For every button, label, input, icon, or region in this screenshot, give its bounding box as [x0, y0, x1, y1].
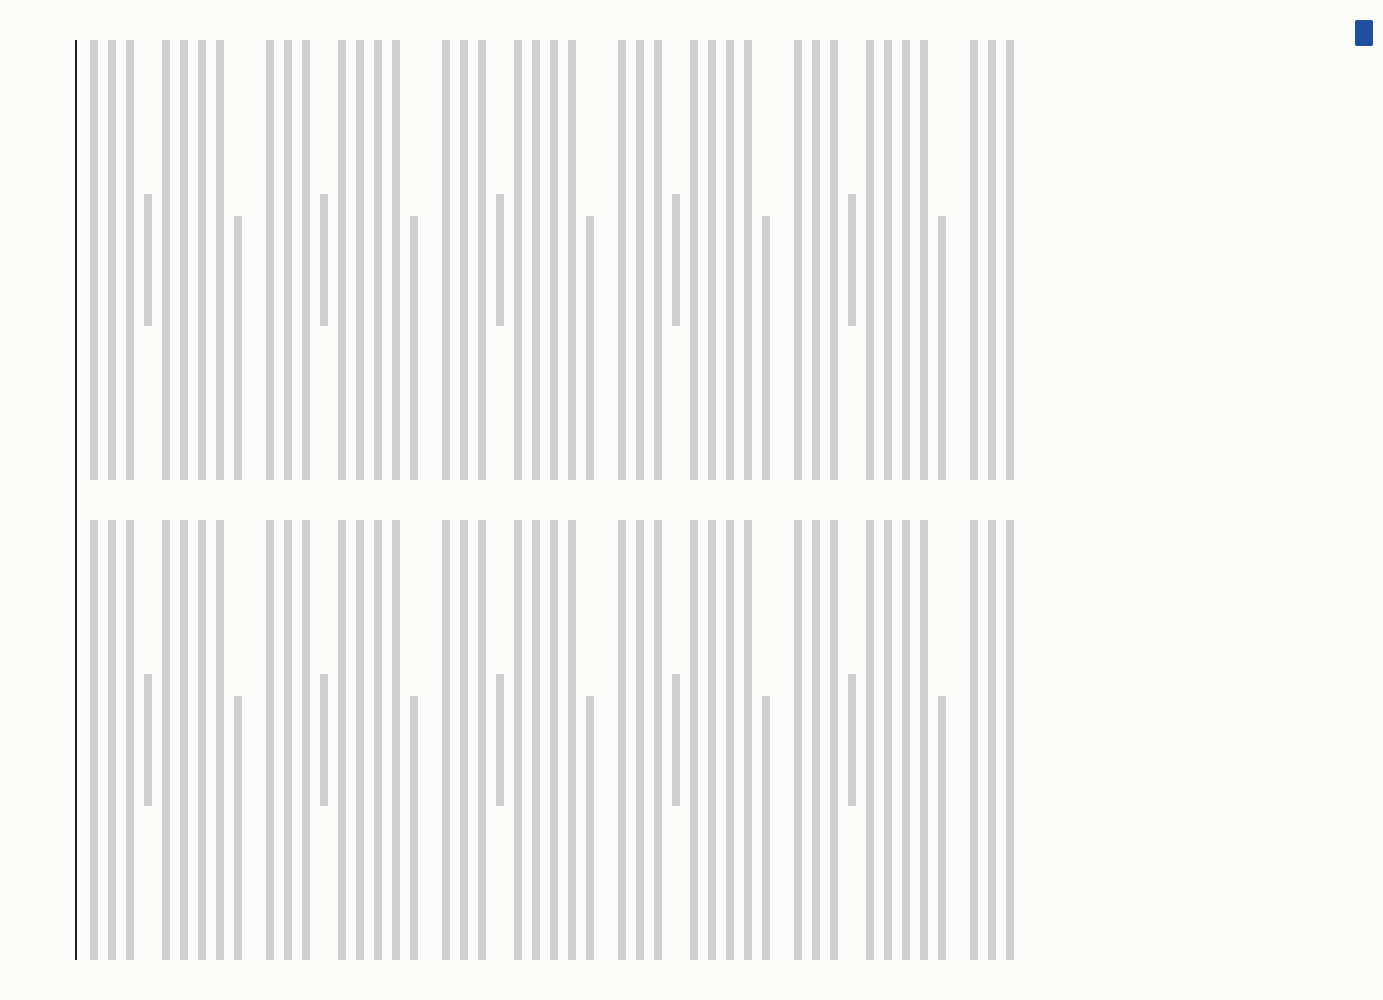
- text-line: [636, 520, 644, 960]
- text-line: [812, 520, 820, 960]
- paragraph-gap: [428, 40, 442, 480]
- funder-logo: [1355, 20, 1373, 46]
- text-line: [338, 520, 346, 960]
- text-line: [392, 40, 400, 480]
- text-line: [744, 520, 752, 960]
- text-line: [586, 216, 594, 480]
- text-line: [338, 40, 346, 480]
- text-line: [762, 696, 770, 960]
- text-line: [478, 520, 486, 960]
- text-line: [180, 520, 188, 960]
- text-line: [532, 520, 540, 960]
- text-line: [302, 520, 310, 960]
- text-line: [902, 520, 910, 960]
- text-line: [180, 40, 188, 480]
- text-line: [284, 40, 292, 480]
- text-line: [514, 520, 522, 960]
- text-line: [90, 520, 98, 960]
- text-line: [144, 194, 152, 326]
- text-line: [108, 520, 116, 960]
- paragraph-gap: [780, 520, 794, 960]
- text-line: [866, 40, 874, 480]
- text-line: [970, 40, 978, 480]
- text-line: [848, 674, 856, 806]
- digitization-note: [1353, 20, 1375, 980]
- text-line: [374, 520, 382, 960]
- text-line: [216, 40, 224, 480]
- text-line: [234, 216, 242, 480]
- text-line: [302, 40, 310, 480]
- text-line: [198, 520, 206, 960]
- text-line: [690, 520, 698, 960]
- text-line: [284, 520, 292, 960]
- text-line: [550, 520, 558, 960]
- text-line: [920, 520, 928, 960]
- text-line: [938, 216, 946, 480]
- text-column-left: [90, 520, 1270, 960]
- text-line: [266, 40, 274, 480]
- text-line: [654, 520, 662, 960]
- text-line: [938, 696, 946, 960]
- text-line: [902, 40, 910, 480]
- text-line: [568, 520, 576, 960]
- paragraph-gap: [956, 520, 970, 960]
- text-line: [812, 40, 820, 480]
- text-line: [216, 520, 224, 960]
- text-line: [356, 40, 364, 480]
- text-line: [90, 40, 98, 480]
- text-line: [496, 674, 504, 806]
- text-line: [988, 40, 996, 480]
- text-line: [672, 194, 680, 326]
- text-line: [478, 40, 486, 480]
- text-line: [618, 40, 626, 480]
- text-line: [830, 40, 838, 480]
- text-line: [762, 216, 770, 480]
- text-line: [532, 40, 540, 480]
- text-line: [1006, 520, 1014, 960]
- text-line: [126, 40, 134, 480]
- text-line: [442, 40, 450, 480]
- text-line: [726, 40, 734, 480]
- paragraph-gap: [252, 40, 266, 480]
- text-line: [266, 520, 274, 960]
- text-line: [1006, 40, 1014, 480]
- paragraph-gap: [956, 40, 970, 480]
- text-line: [568, 40, 576, 480]
- text-column-right: [90, 40, 1270, 480]
- text-line: [410, 216, 418, 480]
- text-line: [356, 520, 364, 960]
- text-line: [320, 674, 328, 806]
- text-line: [830, 520, 838, 960]
- paragraph-gap: [428, 520, 442, 960]
- text-line: [126, 520, 134, 960]
- text-line: [320, 194, 328, 326]
- text-line: [690, 40, 698, 480]
- text-line: [920, 40, 928, 480]
- text-line: [460, 520, 468, 960]
- text-line: [374, 40, 382, 480]
- text-line: [884, 40, 892, 480]
- text-line: [108, 40, 116, 480]
- text-line: [726, 520, 734, 960]
- text-line: [618, 520, 626, 960]
- text-line: [672, 674, 680, 806]
- text-line: [848, 194, 856, 326]
- text-line: [988, 520, 996, 960]
- header-rule: [75, 40, 77, 960]
- text-line: [198, 40, 206, 480]
- text-line: [514, 40, 522, 480]
- text-line: [550, 40, 558, 480]
- text-line: [708, 520, 716, 960]
- text-line: [884, 520, 892, 960]
- text-line: [496, 194, 504, 326]
- paragraph-gap: [604, 520, 618, 960]
- text-line: [442, 520, 450, 960]
- text-line: [162, 40, 170, 480]
- text-line: [794, 40, 802, 480]
- text-line: [744, 40, 752, 480]
- text-line: [866, 520, 874, 960]
- text-line: [794, 520, 802, 960]
- paragraph-gap: [604, 40, 618, 480]
- text-line: [636, 40, 644, 480]
- text-line: [708, 40, 716, 480]
- text-line: [234, 696, 242, 960]
- paragraph-gap: [780, 40, 794, 480]
- text-line: [144, 674, 152, 806]
- paragraph-gap: [252, 520, 266, 960]
- text-line: [410, 696, 418, 960]
- text-line: [392, 520, 400, 960]
- text-line: [586, 696, 594, 960]
- text-line: [970, 520, 978, 960]
- text-line: [654, 40, 662, 480]
- text-line: [162, 520, 170, 960]
- text-line: [460, 40, 468, 480]
